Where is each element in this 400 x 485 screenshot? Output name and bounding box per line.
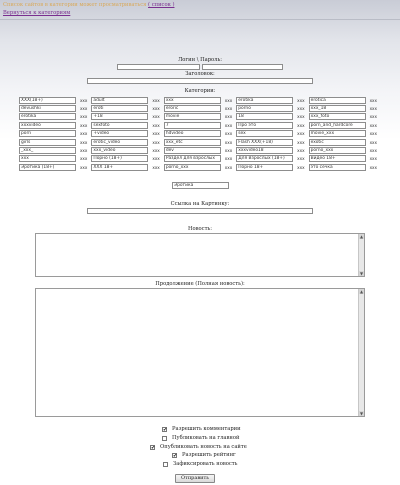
category-input[interactable]: porno [236,105,293,112]
scroll-down-icon[interactable]: ▼ [359,411,364,416]
category-separator: ххх [369,114,377,120]
category-input[interactable]: xxx_foto [309,113,366,120]
category-input[interactable]: porno_xxx [309,147,366,154]
category-input[interactable]: girls [19,139,76,146]
category-separator: ххх [224,122,233,128]
option-label: Опубликовать новость на сайте [160,444,247,450]
category-separator: ххх [369,122,377,128]
category-input[interactable]: porn_and_hardcore [309,122,366,129]
category-input[interactable]: Эротика [172,182,229,189]
category-row [19,130,381,138]
category-input[interactable]: porno_xxx [164,164,221,171]
login-input[interactable] [117,64,200,70]
login-label: Логин \ Пароль: [177,57,223,63]
category-input[interactable]: +18 [91,113,148,120]
category-separator: ххх [224,164,233,170]
top-divider [0,19,400,20]
category-input[interactable]: XXX(18+) [19,97,76,104]
category-separator: ххх [152,97,160,103]
category-row [19,146,381,154]
category-input[interactable]: hdvideo [164,130,221,137]
category-separator: ххх [369,139,377,145]
category-separator: ххх [152,122,160,128]
allow-comments-checkbox[interactable]: ✔ [163,426,168,433]
category-separator: ххх [79,97,88,103]
category-input[interactable]: 7 [164,122,221,129]
picture-link-label: Ссылка на Картинку: [170,201,230,207]
category-separator: ххх [152,114,160,120]
category-input[interactable]: Порно 18+ [236,164,293,171]
category-separator: ххх [297,131,305,137]
category-input[interactable]: _xxx_ [19,147,76,154]
back-to-categories-link[interactable]: Вернуться к категориям [3,10,71,16]
category-row [19,96,381,104]
notice-text: Список сайтов в категории может просматриваться [3,2,147,8]
category-separator: ххх [152,139,160,145]
category-input[interactable]: sex [236,130,293,137]
site-list-link[interactable]: ( список ) [148,2,175,8]
picture-link-input[interactable] [87,208,313,214]
category-separator: ххх [224,131,233,137]
category-input[interactable]: xxx_etc [164,139,221,146]
categories-label: Категории: [184,88,216,94]
category-input[interactable]: 18 [236,113,293,120]
category-separator: ххх [297,106,305,112]
category-input[interactable]: devushki [19,105,76,112]
full-news-scrollbar[interactable] [358,289,364,416]
category-separator: ххх [297,148,305,154]
category-input[interactable]: это сечка [309,164,366,171]
option-label: Зафиксировать новость [173,461,238,467]
title-input[interactable] [87,78,313,84]
news-textarea[interactable] [35,233,365,277]
allow-comments-option[interactable] [162,426,241,432]
category-separator: ххх [152,131,160,137]
category-separator: ххх [224,139,233,145]
category-separator: ххх [297,139,305,145]
category-separator: ххх [369,106,377,112]
category-separator: ххх [152,156,160,162]
category-input[interactable]: sexfoto [91,122,148,129]
category-separator: ххх [369,156,377,162]
category-separator: ххх [369,148,377,154]
category-row [19,155,381,163]
category-input[interactable]: erotic_video [91,139,148,146]
category-input[interactable]: erotika [19,113,76,120]
category-separator: ххх [152,164,160,170]
category-separator: ххх [79,148,88,154]
scroll-up-icon[interactable]: ▲ [359,234,364,239]
category-input[interactable]: erotica [309,97,366,104]
category-row [19,121,381,129]
category-input[interactable]: xxx_18 [309,105,366,112]
category-input[interactable]: adult [91,97,148,104]
submit-button[interactable]: Отправить [175,474,215,483]
category-row [19,113,381,121]
category-row [19,138,381,146]
category-input[interactable]: +video [91,130,148,137]
category-input[interactable]: movie [164,113,221,120]
option-label: Разрешить рейтинг [182,452,236,458]
category-input[interactable]: Порно (18+) [91,155,148,162]
category-input[interactable]: xxx [19,155,76,162]
category-input[interactable]: porn [19,130,76,137]
publish-on-main-option[interactable] [162,435,239,441]
category-separator: ххх [152,106,160,112]
category-separator: ххх [369,164,377,170]
category-input[interactable]: Эротика (18+) [19,164,76,171]
category-input[interactable]: dev [164,147,221,154]
category-input[interactable]: exotic [309,139,366,146]
category-input[interactable]: Раздел для взрослых [164,155,221,162]
full-news-textarea[interactable] [35,288,365,417]
password-input[interactable] [202,64,283,70]
scroll-up-icon[interactable]: ▲ [359,289,364,294]
publish-news-checkbox[interactable]: ✔ [151,444,156,451]
category-input[interactable]: xxxvideo [19,122,76,129]
option-label: Разрешить комментарии [172,426,241,432]
category-separator: ххх [79,156,88,162]
category-separator: ххх [79,122,88,128]
allow-rating-option[interactable] [172,452,236,458]
category-input[interactable]: XXX 18+ [91,164,148,171]
categories-grid [19,96,381,172]
publish-on-main-checkbox[interactable] [162,436,167,441]
pin-news-option[interactable] [163,461,237,467]
category-row [19,104,381,112]
category-input[interactable]: eroric [164,105,221,112]
category-separator: ххх [297,97,305,103]
category-separator: ххх [224,148,233,154]
category-separator: ххх [152,148,160,154]
category-separator: ххх [297,122,305,128]
category-separator: ххх [369,131,377,137]
category-separator: ххх [79,106,88,112]
option-label: Публиковать на главной [172,435,240,441]
category-separator: ххх [297,114,305,120]
publish-news-option[interactable] [150,444,247,450]
category-input[interactable]: movie_xxx [309,130,366,137]
category-separator: ххх [79,114,88,120]
category-input[interactable]: xxxvideo18 [236,147,293,154]
category-input[interactable]: eroti [91,105,148,112]
category-separator: ххх [297,164,305,170]
full-news-label: Продолжение (Полная новость): [155,281,245,287]
category-input[interactable]: xxx [164,97,221,104]
category-separator: ххх [79,139,88,145]
category-separator: ххх [224,97,233,103]
category-separator: ххх [224,106,233,112]
category-input[interactable]: Видео 18+ [309,155,366,162]
scroll-down-icon[interactable]: ▼ [359,271,364,276]
category-separator: ххх [224,156,233,162]
category-separator: ххх [224,114,233,120]
title-label: Заголовок: [185,71,215,77]
news-label: Новость: [187,226,213,232]
category-row [19,163,381,171]
category-input[interactable]: Flash XXX(+18) [236,139,293,146]
news-scrollbar[interactable] [358,234,364,276]
pin-news-checkbox[interactable] [163,462,168,467]
category-input[interactable]: xxx_video [91,147,148,154]
category-separator: ххх [79,131,88,137]
category-input[interactable]: Про это [236,122,293,129]
category-separator: ххх [297,156,305,162]
category-input[interactable]: Для Взрослых (18+) [236,155,293,162]
allow-rating-checkbox[interactable]: ✔ [173,452,178,459]
category-input[interactable]: erotika [236,97,293,104]
category-separator: ххх [79,164,88,170]
category-notice [3,2,174,8]
category-separator: ххх [369,97,377,103]
